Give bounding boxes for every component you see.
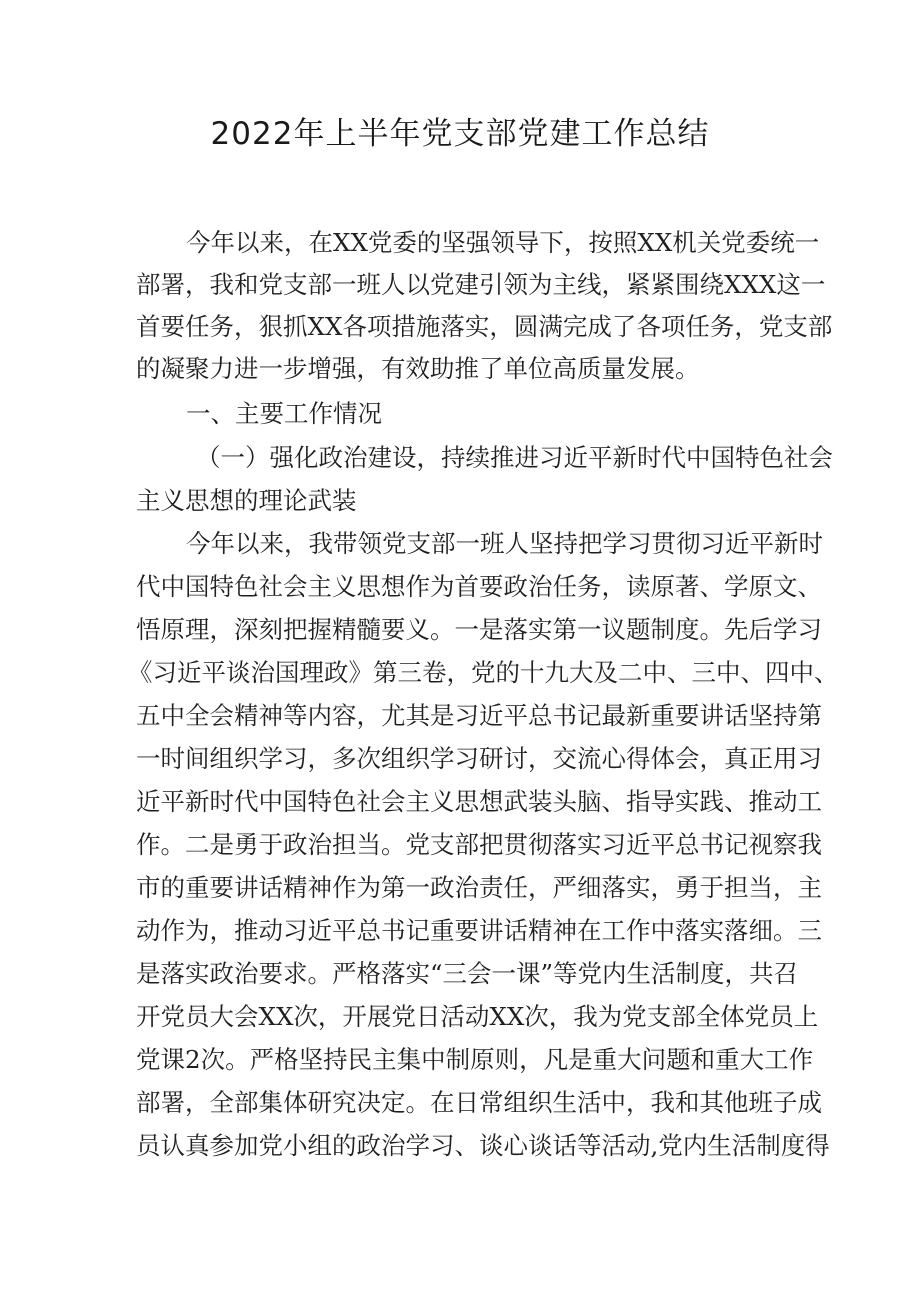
paragraph-line: 开党员大会XX次，开展党日活动XX次，我为党支部全体党员上 xyxy=(136,1002,819,1031)
paragraph-line: 党课2次。严格坚持民主集中制原则，凡是重大问题和重大工作 xyxy=(136,1045,814,1074)
subsection-heading: （一）强化政治建设，持续推进习近平新时代中国特色社会 xyxy=(196,443,833,472)
paragraph-line: 近平新时代中国特色社会主义思想武装头脑、指导实践、推动工 xyxy=(136,787,822,816)
subsection-heading-continued: 主义思想的理论武装 xyxy=(136,486,357,515)
paragraph-line: 员认真参加党小组的政治学习、谈心谈话等活动,党内生活制度得 xyxy=(136,1131,830,1160)
document-title: 2022年上半年党支部党建工作总结 xyxy=(210,116,710,152)
paragraph-line: 今年以来，我带领党支部一班人坚持把学习贯彻习近平新时 xyxy=(186,529,823,558)
paragraph-line: 悟原理，深刻把握精髓要义。一是落实第一议题制度。先后学习 xyxy=(136,615,822,644)
paragraph-line: 的凝聚力进一步增强，有效助推了单位高质量发展。 xyxy=(136,354,700,383)
paragraph-line: 《习近平谈治国理政》第三卷，党的十九大及二中、三中、四中、 xyxy=(128,658,839,687)
paragraph-line: 一时间组织学习，多次组织学习研讨，交流心得体会，真正用习 xyxy=(136,744,822,773)
paragraph-line: 首要任务，狠抓XX各项措施落实，圆满完成了各项任务，党支部 xyxy=(136,312,833,341)
section-heading: 一、主要工作情况 xyxy=(186,399,382,428)
paragraph-line: 部署，全部集体研究决定。在日常组织生活中，我和其他班子成 xyxy=(136,1088,822,1117)
paragraph-line: 五中全会精神等内容，尤其是习近平总书记最新重要讲话坚持第 xyxy=(136,701,822,730)
paragraph-line: 代中国特色社会主义思想作为首要政治任务，读原著、学原文、 xyxy=(136,572,822,601)
paragraph-line: 是落实政治要求。严格落实“三会一课”等党内生活制度，共召 xyxy=(136,959,799,988)
paragraph-line: 作。二是勇于政治担当。党支部把贯彻落实习近平总书记视察我 xyxy=(136,830,822,859)
paragraph-line: 市的重要讲话精神作为第一政治责任，严细落实，勇于担当，主 xyxy=(136,873,822,902)
paragraph-line: 今年以来，在XX党委的坚强领导下，按照XX机关党委统一 xyxy=(186,228,820,257)
paragraph-line: 部署，我和党支部一班人以党建引领为主线，紧紧围绕XXX这一 xyxy=(136,270,826,299)
paragraph-line: 动作为，推动习近平总书记重要讲话精神在工作中落实落细。三 xyxy=(136,916,822,945)
